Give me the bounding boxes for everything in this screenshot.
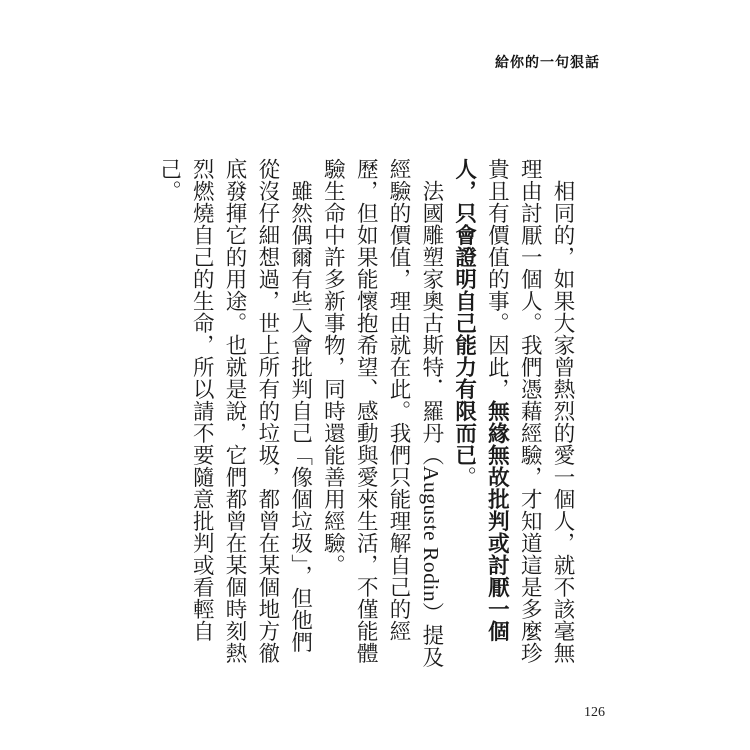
paragraph-3: [152, 158, 316, 673]
paragraph-3-text: 雖然偶爾有些人會批判自己「像個垃圾」，但他們從沒仔細想過，世上所有的垃圾，都曾在某個地方徹底發揮它的用途。也就是說，它們都曾在某個時刻熱烈燃燒自己的生命，所以請不要隨意批判或看輕自己。: [156, 158, 313, 664]
paragraph-1-text-b: 。: [451, 466, 477, 488]
paragraph-1-text-a: 相同的，如果大家曾熱烈的愛一個人，就不該毫無理由討厭一個人。我們憑藉經驗，才知道這是多麼珍貴且有價值的事。因此，: [484, 158, 575, 664]
running-header-title: 給你的一句狠話: [495, 55, 600, 71]
paragraph-2: [316, 158, 447, 673]
paragraph-2-text-a: 法國雕塑家奧古斯特．羅丹（: [418, 179, 444, 466]
paragraph-1: [447, 158, 578, 673]
page-number: 126: [584, 705, 605, 720]
paragraph-2-latin-name: Auguste Rodin: [418, 465, 443, 602]
paragraph-2-text-b: ）提及經驗的價值，理由就在此。我們只能理解自己的經歷，但如果能懷抱希望、感動與愛來生活，不僅能體驗生命中許多新事物，同時還能善用經驗。: [320, 158, 444, 668]
paragraph-1-emphasis: 無緣無故批判或討厭一個人，只會證明自己能力有限而已: [451, 158, 510, 642]
vertical-text-body: [152, 158, 578, 673]
